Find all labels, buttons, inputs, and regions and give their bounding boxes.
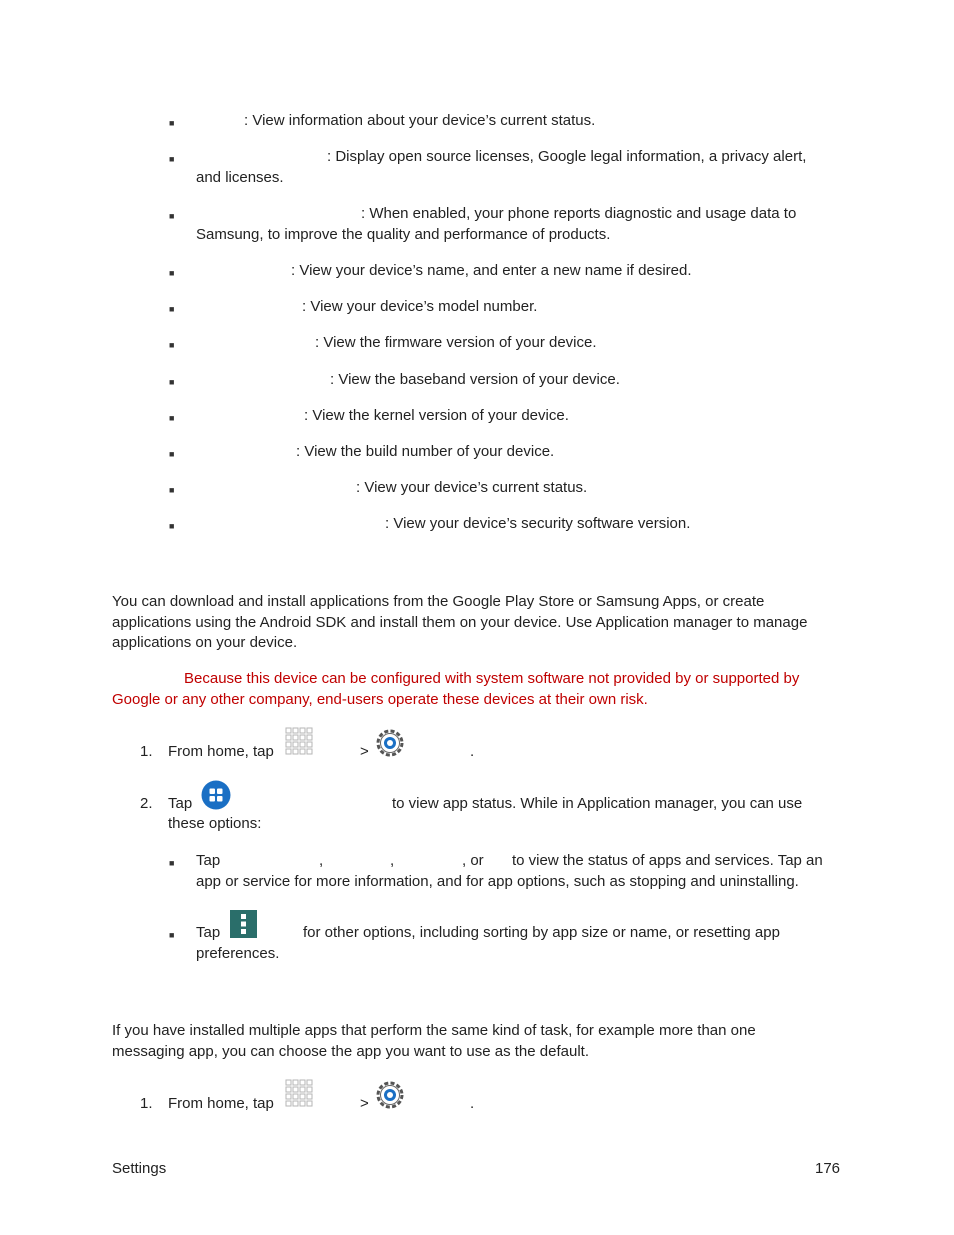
option-text: to view the status of apps and services. Tap an — [512, 852, 823, 869]
step-number: 1. — [140, 1095, 153, 1112]
bullet: ■ — [169, 304, 175, 314]
bullet: ■ — [169, 413, 175, 423]
list-item-continuation: Samsung, to improve the quality and performance of products. — [196, 226, 611, 243]
list-item: : View your device’s name, and enter a new name if desired. — [291, 262, 692, 279]
more-options-icon — [230, 910, 257, 938]
footer-section: Settings — [112, 1160, 167, 1177]
warning-line: Because this device can be configured with system software not provided by or supported by — [184, 670, 800, 687]
bullet: ■ — [169, 211, 175, 221]
bullet: ■ — [169, 340, 175, 350]
option-separator: , — [319, 852, 324, 869]
option-text: for other options, including sorting by app size or name, or resetting app — [303, 924, 780, 941]
step-text: to view app status. While in Application manager, you can use — [392, 795, 803, 812]
step-end: . — [470, 743, 475, 760]
settings-gear-icon — [375, 1080, 405, 1110]
list-item: : View the build number of your device. — [296, 443, 555, 460]
option-separator: , or — [462, 852, 484, 869]
list-item: : View the baseband version of your device. — [330, 371, 620, 388]
paragraph-line: If you have installed multiple apps that perform the same kind of task, for example more than one — [112, 1022, 756, 1039]
apps-grid-icon — [285, 727, 313, 755]
list-item: : When enabled, your phone reports diagnostic and usage data to — [361, 205, 797, 222]
list-item: : View the kernel version of your device. — [304, 407, 569, 424]
bullet: ■ — [169, 449, 175, 459]
step-continuation: these options: — [168, 815, 262, 832]
option-text: Tap — [196, 852, 221, 869]
option-separator: , — [390, 852, 395, 869]
list-item: : View information about your device’s current status. — [244, 112, 596, 129]
list-item: : Display open source licenses, Google legal information, a privacy alert, — [327, 148, 807, 165]
bullet: ■ — [169, 268, 175, 278]
option-continuation: preferences. — [196, 945, 280, 962]
bullet: ■ — [169, 377, 175, 387]
step-end: . — [470, 1095, 475, 1112]
step-separator: > — [360, 743, 369, 760]
step-number: 1. — [140, 743, 153, 760]
paragraph-line: You can download and install applications from the Google Play Store or Samsung Apps, or create — [112, 593, 765, 610]
step-number: 2. — [140, 795, 153, 812]
apps-grid-icon — [285, 1079, 313, 1107]
step-text: Tap — [168, 795, 193, 812]
paragraph-line: messaging app, you can choose the app you want to use as the default. — [112, 1043, 589, 1060]
step-text: From home, tap — [168, 1095, 274, 1112]
option-text: Tap — [196, 924, 221, 941]
list-item: : View your device’s current status. — [356, 479, 588, 496]
warning-line: Google or any other company, end-users operate these devices at their own risk. — [112, 691, 648, 708]
settings-gear-icon — [375, 728, 405, 758]
paragraph-line: applications using the Android SDK and install them on your device. Use Application manager to manage — [112, 614, 808, 631]
bullet: ■ — [169, 521, 175, 531]
bullet: ■ — [169, 930, 175, 940]
list-item-continuation: and licenses. — [196, 169, 284, 186]
list-item: : View your device’s model number. — [302, 298, 538, 315]
footer-page-number: 176 — [815, 1160, 841, 1177]
option-continuation: app or service for more information, and for app options, such as stopping and uninstalling. — [196, 873, 799, 890]
list-item: : View the firmware version of your device. — [315, 334, 597, 351]
paragraph-line: applications on your device. — [112, 634, 298, 651]
bullet: ■ — [169, 485, 175, 495]
bullet: ■ — [169, 118, 175, 128]
bullet: ■ — [169, 858, 175, 868]
list-item: : View your device’s security software version. — [385, 515, 691, 532]
step-separator: > — [360, 1095, 369, 1112]
step-text: From home, tap — [168, 743, 274, 760]
bullet: ■ — [169, 154, 175, 164]
application-manager-icon — [201, 780, 231, 810]
